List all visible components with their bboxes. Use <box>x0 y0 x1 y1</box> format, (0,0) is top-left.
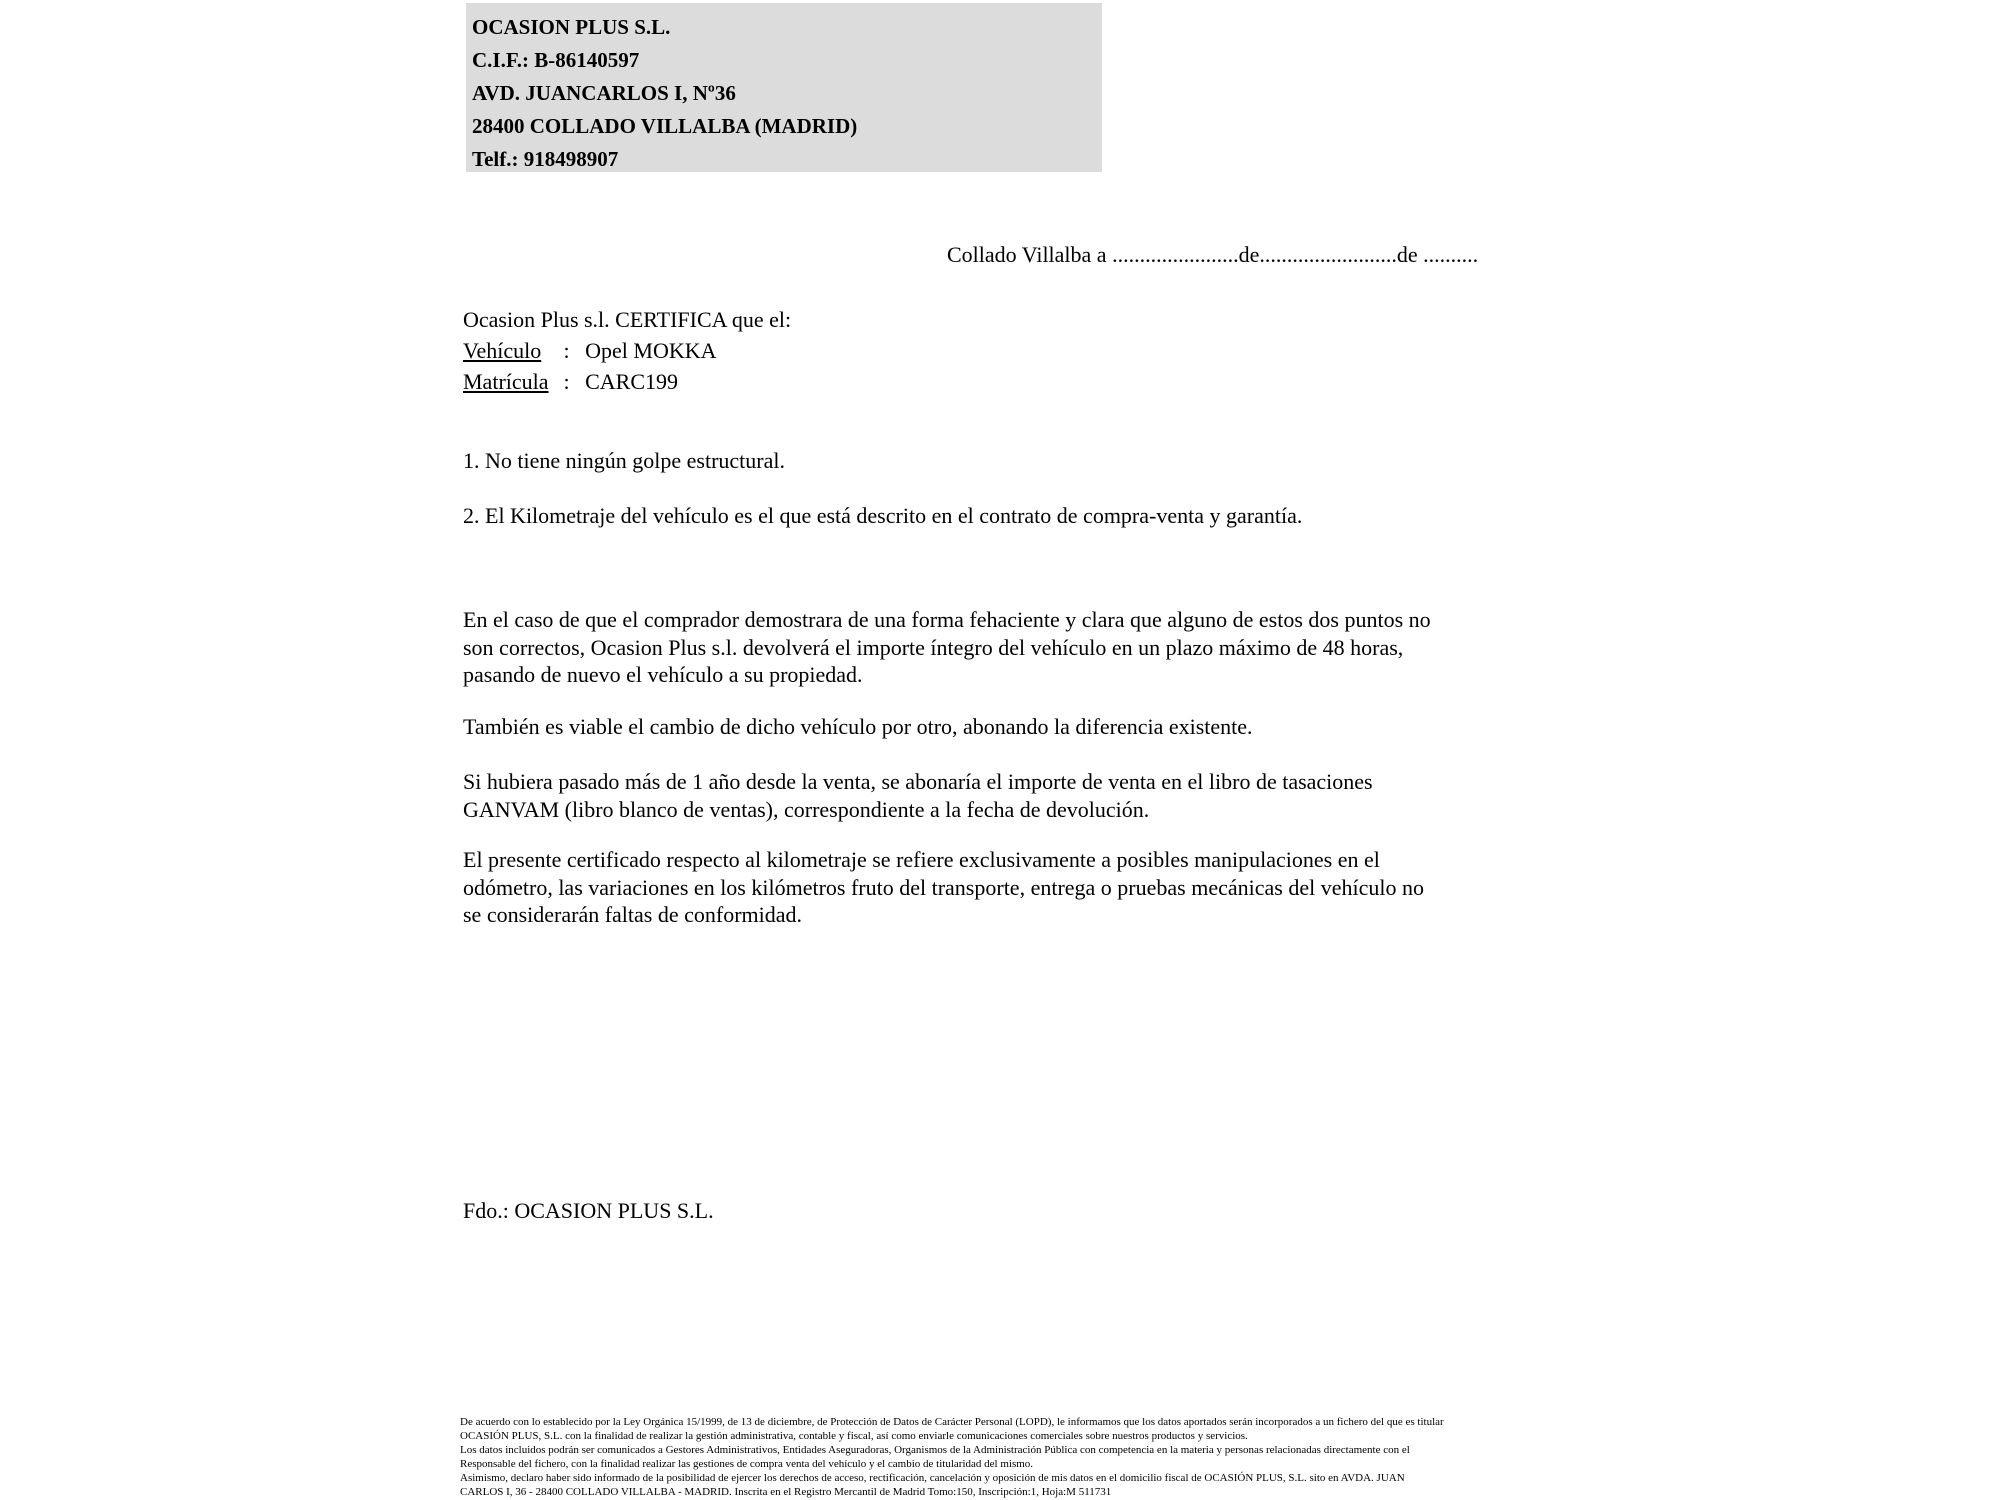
paragraph-ganvam <box>463 768 1373 823</box>
paragraph-refund <box>463 606 1431 689</box>
legal-footer-line: Responsable del fichero, con la finalidad realizar las gestiones de compra venta del vehículo y el cambio de titularidad del mismo. <box>460 1458 1034 1470</box>
paragraph-exchange <box>463 713 1253 741</box>
paragraph-line: odómetro, las variaciones en los kilómetros fruto del transporte, entrega o pruebas mecánicas del vehículo no <box>463 874 1424 900</box>
paragraph-odometer <box>463 846 1424 929</box>
clause-mileage: 2. El Kilometraje del vehículo es el que está descrito en el contrato de compra-venta y garantía. <box>463 503 1303 528</box>
clause-structural: 1. No tiene ningún golpe estructural. <box>463 448 785 473</box>
legal-footer-line: De acuerdo con lo establecido por la Ley Orgánica 15/1999, de 13 de diciembre, de Protección de Datos de Carácter Personal (LOPD), le informamos que los datos aportados serán incorporados a un fichero del que es titular <box>460 1416 1444 1428</box>
company-address: AVD. JUANCARLOS I, Nº36 <box>472 81 736 105</box>
paragraph-line: son correctos, Ocasion Plus s.l. devolverá el importe íntegro del vehículo en un plazo máximo de 48 horas, <box>463 634 1404 660</box>
plate-label: Matrícula <box>463 369 549 394</box>
company-name: OCASION PLUS S.L. <box>472 15 671 39</box>
paragraph-line: pasando de nuevo el vehículo a su propiedad. <box>463 662 863 687</box>
paragraph-line: En el caso de que el comprador demostrara de una forma fehaciente y clara que alguno de estos dos puntos no <box>463 607 1431 632</box>
paragraph-line: También es viable el cambio de dicho vehículo por otro, abonando la diferencia existente. <box>463 714 1253 739</box>
plate-separator: : <box>563 369 570 394</box>
plate-value: CARC199 <box>585 369 679 394</box>
legal-footer-line: Los datos incluidos podrán ser comunicados a Gestores Administrativos, Entidades Aseguradoras, Organismos de la Administración Pública con competencia en la materia y personas relacionadas directamente con el <box>460 1444 1410 1456</box>
vehicle-row <box>463 335 791 366</box>
company-phone: Telf.: 918498907 <box>472 147 619 171</box>
vehicle-label: Vehículo <box>463 338 542 363</box>
paragraph-line: GANVAM (libro blanco de ventas), correspondiente a la fecha de devolución. <box>463 796 1150 822</box>
vehicle-value: Opel MOKKA <box>585 338 717 363</box>
paragraph-line: Si hubiera pasado más de 1 año desde la venta, se abonaría el importe de venta en el libro de tasaciones <box>463 769 1373 794</box>
company-city: 28400 COLLADO VILLALBA (MADRID) <box>472 114 858 138</box>
paragraph-line: El presente certificado respecto al kilometraje se refiere exclusivamente a posibles manipulaciones en el <box>463 847 1380 872</box>
vehicle-separator: : <box>563 338 570 363</box>
legal-footer-line: CARLOS I, 36 - 28400 COLLADO VILLALBA - MADRID. Inscrita en el Registro Mercantil de Madrid Tomo:150, Inscripción:1, Hoja:M 511731 <box>460 1486 1112 1498</box>
legal-footer-line: Asimismo, declaro haber sido informado de la posibilidad de ejercer los derechos de acceso, rectificación, cancelación y oposición de mis datos en el domicilio fiscal de OCASIÓN PLUS, S.L. sito en AVDA. JUAN <box>460 1472 1405 1484</box>
paragraph-line: se considerarán faltas de conformidad. <box>463 902 803 927</box>
company-header <box>466 3 1102 172</box>
signature-line: Fdo.: OCASION PLUS S.L. <box>463 1198 714 1223</box>
legal-footer-line: OCASIÓN PLUS, S.L. con la finalidad de realizar la gestión administrativa, contable y fiscal, así como enviarle comunicaciones comerciales sobre nuestros productos y servicios. <box>460 1430 1248 1442</box>
certification-block <box>463 304 791 397</box>
date-line: Collado Villalba a .......................de.........................de .......... <box>947 242 1479 267</box>
plate-row <box>463 366 791 397</box>
certification-intro: Ocasion Plus s.l. CERTIFICA que el: <box>463 307 792 332</box>
company-cif: C.I.F.: B-86140597 <box>472 48 640 72</box>
legal-footer <box>460 1415 1444 1499</box>
